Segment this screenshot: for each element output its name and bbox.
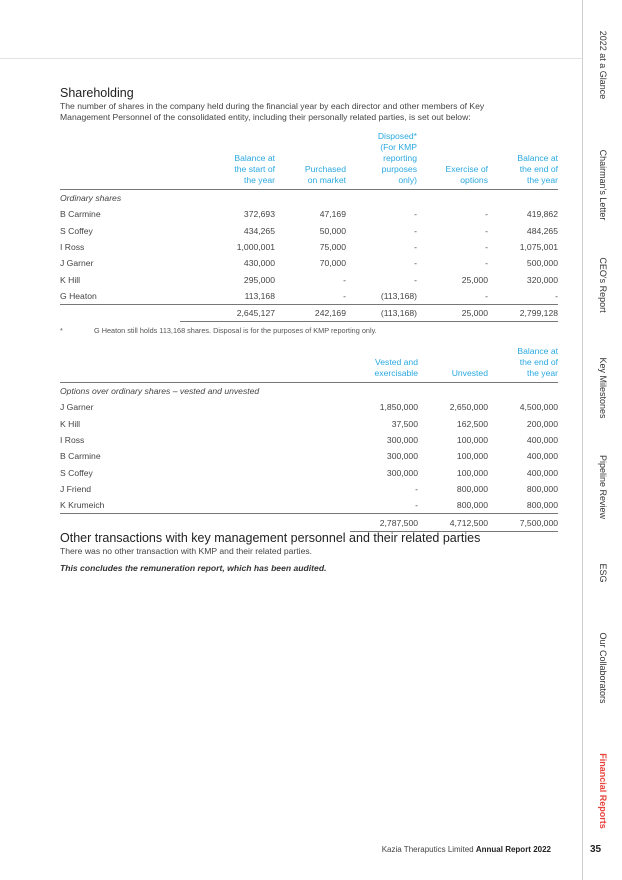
column-header: Purchased on market: [275, 131, 346, 190]
shareholding-intro: The number of shares in the company held during the financial year by each director and other members of Key Management Personnel of the consolidated entity, including their personally related parties, is set out below:: [60, 101, 485, 122]
table-cell: 300,000: [386, 435, 418, 446]
shareholding-rows: [60, 206, 558, 304]
table-cell: (113,168): [346, 288, 417, 305]
table-cell: -: [417, 288, 488, 305]
row-name: J Garner: [60, 402, 94, 413]
table-cell: 100,000: [456, 451, 488, 462]
table-cell: -: [485, 258, 488, 269]
table-row: [60, 206, 558, 222]
row-name: B Carmine: [60, 209, 101, 220]
total-cell: 7,500,000: [488, 514, 558, 531]
table-cell: -: [488, 288, 558, 305]
row-name: K Hill: [60, 274, 81, 285]
table-cell: 800,000: [526, 483, 558, 494]
table-cell: -: [414, 225, 417, 236]
footnote-mark: *: [60, 326, 63, 335]
table-cell: 2,650,000: [449, 402, 488, 413]
table-header-row: [60, 131, 558, 190]
table-cell: 434,265: [243, 225, 275, 236]
table-row: [60, 481, 558, 497]
options-table: [60, 346, 558, 532]
row-name: J Garner: [60, 258, 94, 269]
total-cell: (113,168): [346, 305, 417, 322]
table-cell: -: [485, 225, 488, 236]
footer-report: Annual Report 2022: [475, 845, 551, 854]
table-header-row: [60, 346, 558, 383]
table-cell: 70,000: [319, 258, 346, 269]
footer-company: Kazia Theraputics Limited: [381, 845, 474, 854]
table-row: [60, 288, 558, 305]
page-number: 35: [590, 844, 602, 855]
table-cell: 800,000: [488, 497, 558, 514]
table-cell: -: [414, 242, 417, 253]
table-cell: 113,168: [180, 288, 275, 305]
table-cell: 50,000: [319, 225, 346, 236]
shareholding-title: Shareholding: [60, 86, 134, 100]
footnote: [60, 326, 377, 335]
sidebar-item-label: Financial Reports: [598, 753, 608, 829]
table-row: [60, 497, 558, 514]
table-row: [60, 399, 558, 415]
sidebar-item-label: Our Collaborators: [598, 632, 608, 704]
top-rule: [0, 58, 582, 59]
other-transactions-text: There was no other transaction with KMP and their related parties.: [60, 546, 313, 556]
table-cell: 500,000: [526, 258, 558, 269]
table-cell: 320,000: [526, 274, 558, 285]
section-sidebar: [582, 0, 622, 880]
table-row: [60, 464, 558, 480]
row-name: I Ross: [60, 435, 85, 446]
table-cell: -: [485, 209, 488, 220]
table-row: [60, 271, 558, 287]
total-cell: 242,169: [275, 305, 346, 322]
table-row: [60, 239, 558, 255]
total-cell: 2,645,127: [180, 305, 275, 322]
column-header: Unvested: [418, 346, 488, 383]
total-cell: 25,000: [417, 305, 488, 322]
row-name: K Hill: [60, 418, 81, 429]
audited-note: This concludes the remuneration report, which has been audited.: [60, 563, 327, 573]
shareholding-table: [60, 131, 558, 322]
table-row: [60, 432, 558, 448]
table-cell: -: [415, 483, 418, 494]
table-cell: -: [343, 274, 346, 285]
sidebar-item-label: ESG: [598, 563, 608, 583]
column-header: Exercise of options: [417, 131, 488, 190]
table-row: [60, 448, 558, 464]
table-row: [60, 223, 558, 239]
total-cell: 4,712,500: [418, 514, 488, 531]
table-cell: -: [485, 242, 488, 253]
table-cell: 1,075,001: [519, 242, 558, 253]
table-row: [60, 255, 558, 271]
column-header: Vested and exercisable: [350, 346, 418, 383]
footnote-text: G Heaton still holds 113,168 shares. Disposal is for the purposes of KMP reporting only.: [94, 326, 377, 335]
options-rows: [60, 399, 558, 514]
table-cell: 400,000: [526, 451, 558, 462]
row-name: B Carmine: [60, 451, 101, 462]
section-label-row: [60, 383, 558, 400]
table-cell: -: [414, 258, 417, 269]
row-name: S Coffey: [60, 467, 93, 478]
table-cell: 800,000: [456, 483, 488, 494]
table-cell: -: [414, 209, 417, 220]
table-cell: 300,000: [386, 467, 418, 478]
table-cell: 75,000: [319, 242, 346, 253]
table-cell: 295,000: [243, 274, 275, 285]
total-blank: [60, 305, 180, 322]
table-cell: 372,693: [243, 209, 275, 220]
column-header: Balance at the end of the year: [488, 131, 558, 190]
table-row: [60, 416, 558, 432]
total-blank: [60, 514, 350, 531]
total-row: [60, 514, 558, 531]
table-cell: 1,850,000: [379, 402, 418, 413]
table-cell: 1,000,001: [236, 242, 275, 253]
table-cell: 47,169: [319, 209, 346, 220]
table-cell: 4,500,000: [519, 402, 558, 413]
footer: [382, 845, 551, 854]
table-cell: 484,265: [526, 225, 558, 236]
sidebar-item-label: Key Milestones: [598, 357, 608, 419]
table-cell: 100,000: [456, 467, 488, 478]
column-header: Balance at the start of the year: [180, 131, 275, 190]
column-header: Balance at the end of the year: [488, 346, 558, 383]
table-cell: 37,500: [391, 418, 418, 429]
table-cell: 419,862: [526, 209, 558, 220]
table-cell: 430,000: [243, 258, 275, 269]
section-label-row: [60, 190, 558, 207]
total-cell: 2,799,128: [488, 305, 558, 322]
table-cell: 25,000: [461, 274, 488, 285]
table-cell: 162,500: [456, 418, 488, 429]
table-cell: 200,000: [526, 418, 558, 429]
total-row: [60, 305, 558, 322]
table-cell: -: [414, 274, 417, 285]
section-label: Ordinary shares: [60, 193, 122, 204]
sidebar-item-label: Pipeline Review: [598, 454, 608, 520]
sidebar-item-label: Chairman's Letter: [598, 149, 608, 221]
table-cell: 800,000: [418, 497, 488, 514]
row-name: S Coffey: [60, 225, 93, 236]
sidebar-item-label: 2022 at a Glance: [598, 30, 608, 100]
table-cell: 100,000: [456, 435, 488, 446]
section-label: Options over ordinary shares – vested and unvested: [60, 386, 260, 397]
row-name: I Ross: [60, 242, 85, 253]
table-cell: -: [350, 497, 418, 514]
total-cell: 2,787,500: [350, 514, 418, 531]
row-name: G Heaton: [60, 288, 180, 305]
row-name: J Friend: [60, 483, 92, 494]
table-cell: 300,000: [386, 451, 418, 462]
column-header: Disposed* (For KMP reporting purposes only): [346, 131, 417, 190]
table-cell: -: [275, 288, 346, 305]
other-transactions-title: Other transactions with key management personnel and their related parties: [60, 531, 481, 545]
table-cell: 400,000: [526, 435, 558, 446]
table-cell: 400,000: [526, 467, 558, 478]
sidebar-item-label: CEO's Report: [598, 257, 608, 313]
row-name: K Krumeich: [60, 497, 350, 514]
